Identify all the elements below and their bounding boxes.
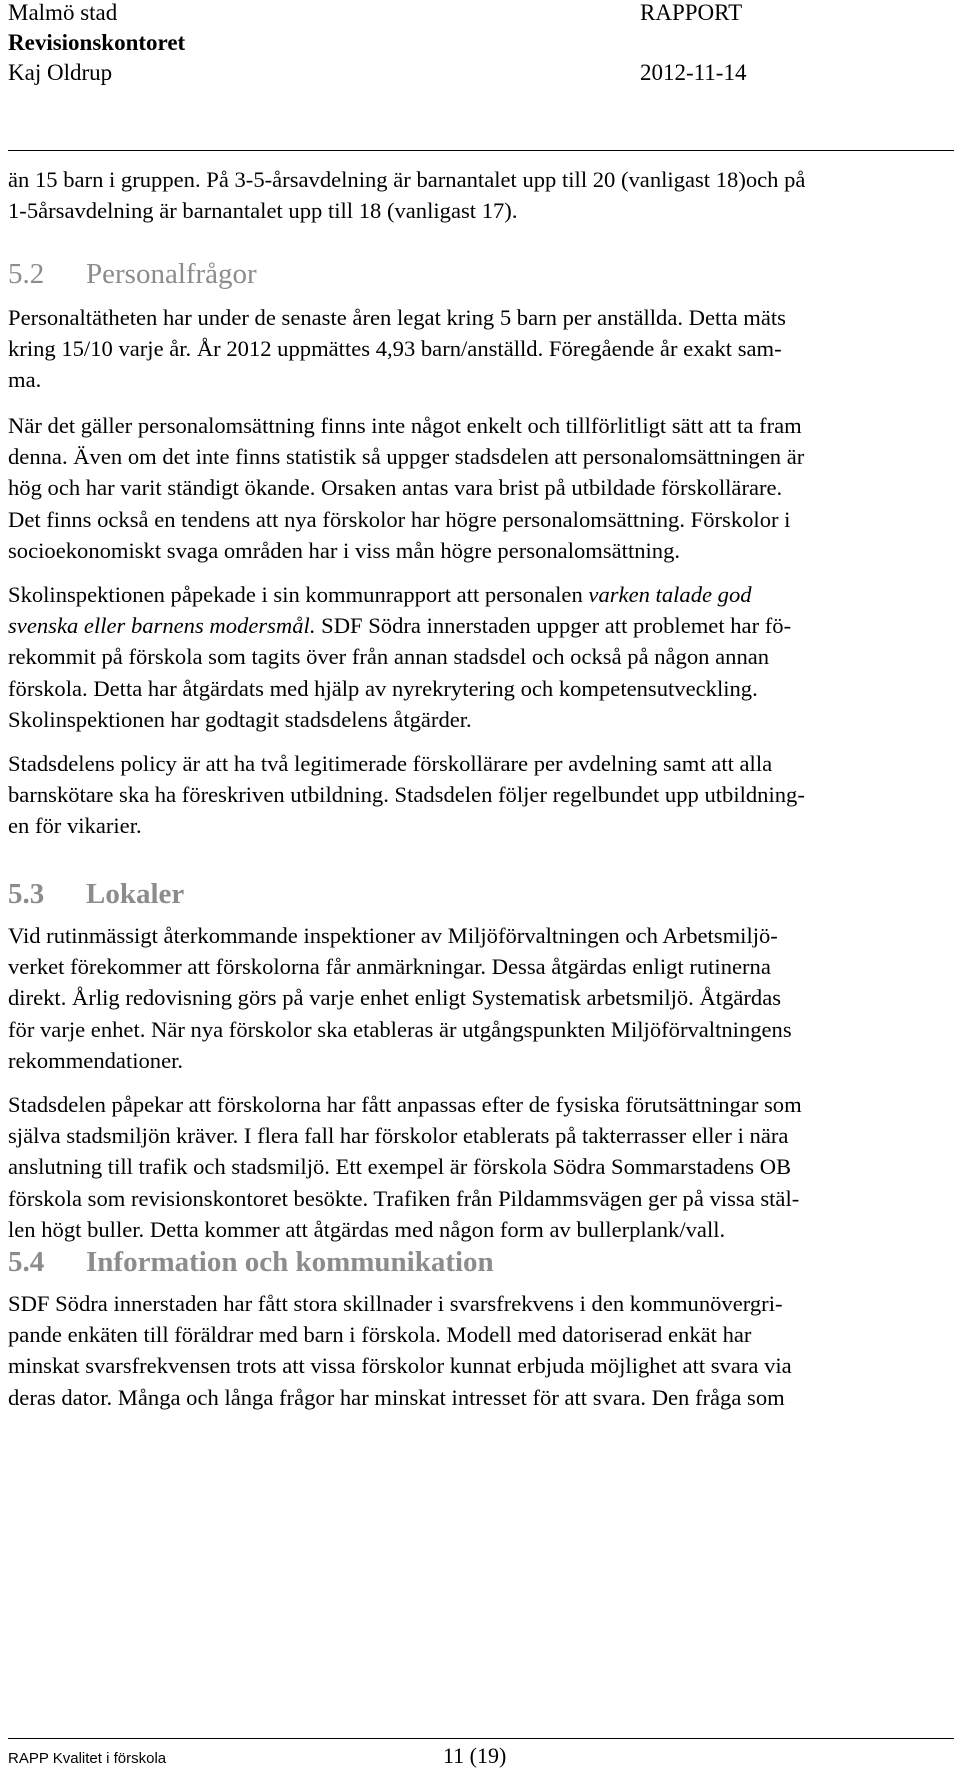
text-line: kring 15/10 varje år. År 2012 uppmättes 4,93 barn/anställd. Föregående år exakt sam- [8, 336, 782, 362]
text-line: en för vikarier. [8, 813, 142, 839]
header-doc-type: RAPPORT [640, 0, 743, 25]
text-line: Det finns också en tendens att nya förskolor har högre personalomsättning. Förskolor i [8, 506, 791, 532]
italic-run: varken talade god [588, 582, 752, 607]
text-line: ma. [8, 367, 42, 393]
text-line: SDF Södra innerstaden har fått stora skillnader i svarsfrekvens i den kommunövergri- [8, 1291, 783, 1316]
intro-paragraph [8, 164, 958, 226]
header-spacer [640, 28, 746, 58]
text-line: förskola som revisionskontoret besökte. Trafiken från Pildammsvägen ger på vissa stäl- [8, 1185, 800, 1211]
text-line: deras dator. Många och långa frågor har minskat intresset för att svara. Den fråga som [8, 1384, 785, 1410]
text-line: förskola. Detta har åtgärdats med hjälp av nyrekrytering och kompetensutveckling. [8, 675, 758, 701]
text-line: Skolinspektionen har godtagit stadsdelens åtgärder. [8, 706, 472, 732]
section-number: 5.2 [8, 258, 45, 290]
text-line: hög och har varit ständigt ökande. Orsaken antas vara brist på utbildade förskollärare. [8, 475, 783, 501]
section-heading-5-2 [8, 256, 257, 292]
text-run: Skolinspektionen påpekade i sin kommunrapport att personalen [8, 582, 589, 607]
text-line [8, 610, 958, 641]
header-date: 2012-11-14 [640, 60, 747, 85]
italic-run: svenska eller barnens modersmål. [8, 613, 316, 639]
section-title: Lokaler [86, 878, 185, 910]
text-line: När det gäller personalomsättning finns inte något enkelt och tillförlitligt sätt att ta fram [8, 413, 802, 438]
text-line: 1-5årsavdelning är barnantalet upp till 18 (vanligast 17). [8, 198, 518, 224]
text-line: anslutning till trafik och stadsmiljö. Ett exempel är förskola Södra Sommarstadens OB [8, 1154, 792, 1180]
section-heading-5-4 [8, 1244, 494, 1280]
text-line: direkt. Årlig redovisning görs på varje enhet enligt Systematisk arbetsmiljö. Åtgärdas [8, 985, 782, 1011]
text-line: för varje enhet. När nya förskolor ska etableras är utgångspunkten Miljöförvaltningens [8, 1016, 792, 1042]
footer-page-number: 11 (19) [443, 1743, 507, 1768]
paragraph-district-policy [8, 748, 958, 842]
text-line [8, 579, 958, 610]
text-line: Personaltätheten har under de senaste åren legat kring 5 barn per anställda. Detta mäts [8, 305, 786, 330]
footer-rule [8, 1738, 954, 1739]
section-title: Personalfrågor [86, 258, 257, 290]
text-line: verket förekommer att förskolorna får anmärkningar. Dessa åtgärdas enligt rutinerna [8, 954, 771, 980]
text-line: pande enkäten till föräldrar med barn i förskola. Modell med datoriserad enkät har [8, 1322, 752, 1348]
paragraph-survey [8, 1288, 958, 1413]
paragraph-premises-adaptation [8, 1089, 958, 1245]
footer-report-name: RAPP Kvalitet i förskola [8, 1750, 167, 1767]
section-number: 5.3 [8, 878, 45, 910]
header-rule [8, 150, 954, 151]
section-title: Information och kommunikation [86, 1246, 494, 1278]
paragraph-inspections [8, 920, 958, 1076]
paragraph-personnel-density [8, 302, 958, 396]
paragraph-school-inspection [8, 579, 958, 735]
text-line: själva stadsmiljön kräver. I flera fall har förskolor etablerats på takterrasser eller i nära [8, 1123, 789, 1149]
text-line: Stadsdelen påpekar att förskolorna har fått anpassas efter de fysiska förutsättningar som [8, 1092, 802, 1117]
header-author: Kaj Oldrup [8, 60, 113, 85]
text-line: rekommit på förskola som tagits över från annan stadsdel och också på någon annan [8, 644, 770, 670]
text-line: Vid rutinmässigt återkommande inspektioner av Miljöförvaltningen och Arbetsmiljö- [8, 923, 778, 948]
text-line: Stadsdelens policy är att ha två legitimerade förskollärare per avdelning samt att alla [8, 751, 773, 776]
text-line: denna. Även om det inte finns statistik så uppger stadsdelen att personalomsättningen är [8, 444, 805, 470]
paragraph-personnel-turnover [8, 410, 958, 566]
text-line: rekommendationer. [8, 1047, 184, 1073]
header-dept: Revisionskontoret [8, 30, 186, 55]
text-line: socioekonomiskt svaga områden har i viss mån högre personalomsättning. [8, 537, 681, 563]
text-line: len högt buller. Detta kommer att åtgärdas med någon form av bullerplank/vall. [8, 1216, 726, 1242]
header-left [8, 0, 185, 88]
header-right [640, 0, 746, 88]
text-line: än 15 barn i gruppen. På 3-5-årsavdelning är barnantalet upp till 20 (vanligast 18)och på [8, 167, 806, 192]
text-line: minskat svarsfrekvensen trots att vissa förskolor kunnat erbjuda möjlighet att svara via [8, 1353, 792, 1379]
text-run: SDF Södra innerstaden uppger att problemet har fö- [315, 613, 792, 639]
header-org: Malmö stad [8, 0, 118, 25]
section-heading-5-3 [8, 876, 184, 912]
section-number: 5.4 [8, 1246, 45, 1278]
text-line: barnskötare ska ha föreskriven utbildning. Stadsdelen följer regelbundet upp utbildning- [8, 782, 805, 808]
